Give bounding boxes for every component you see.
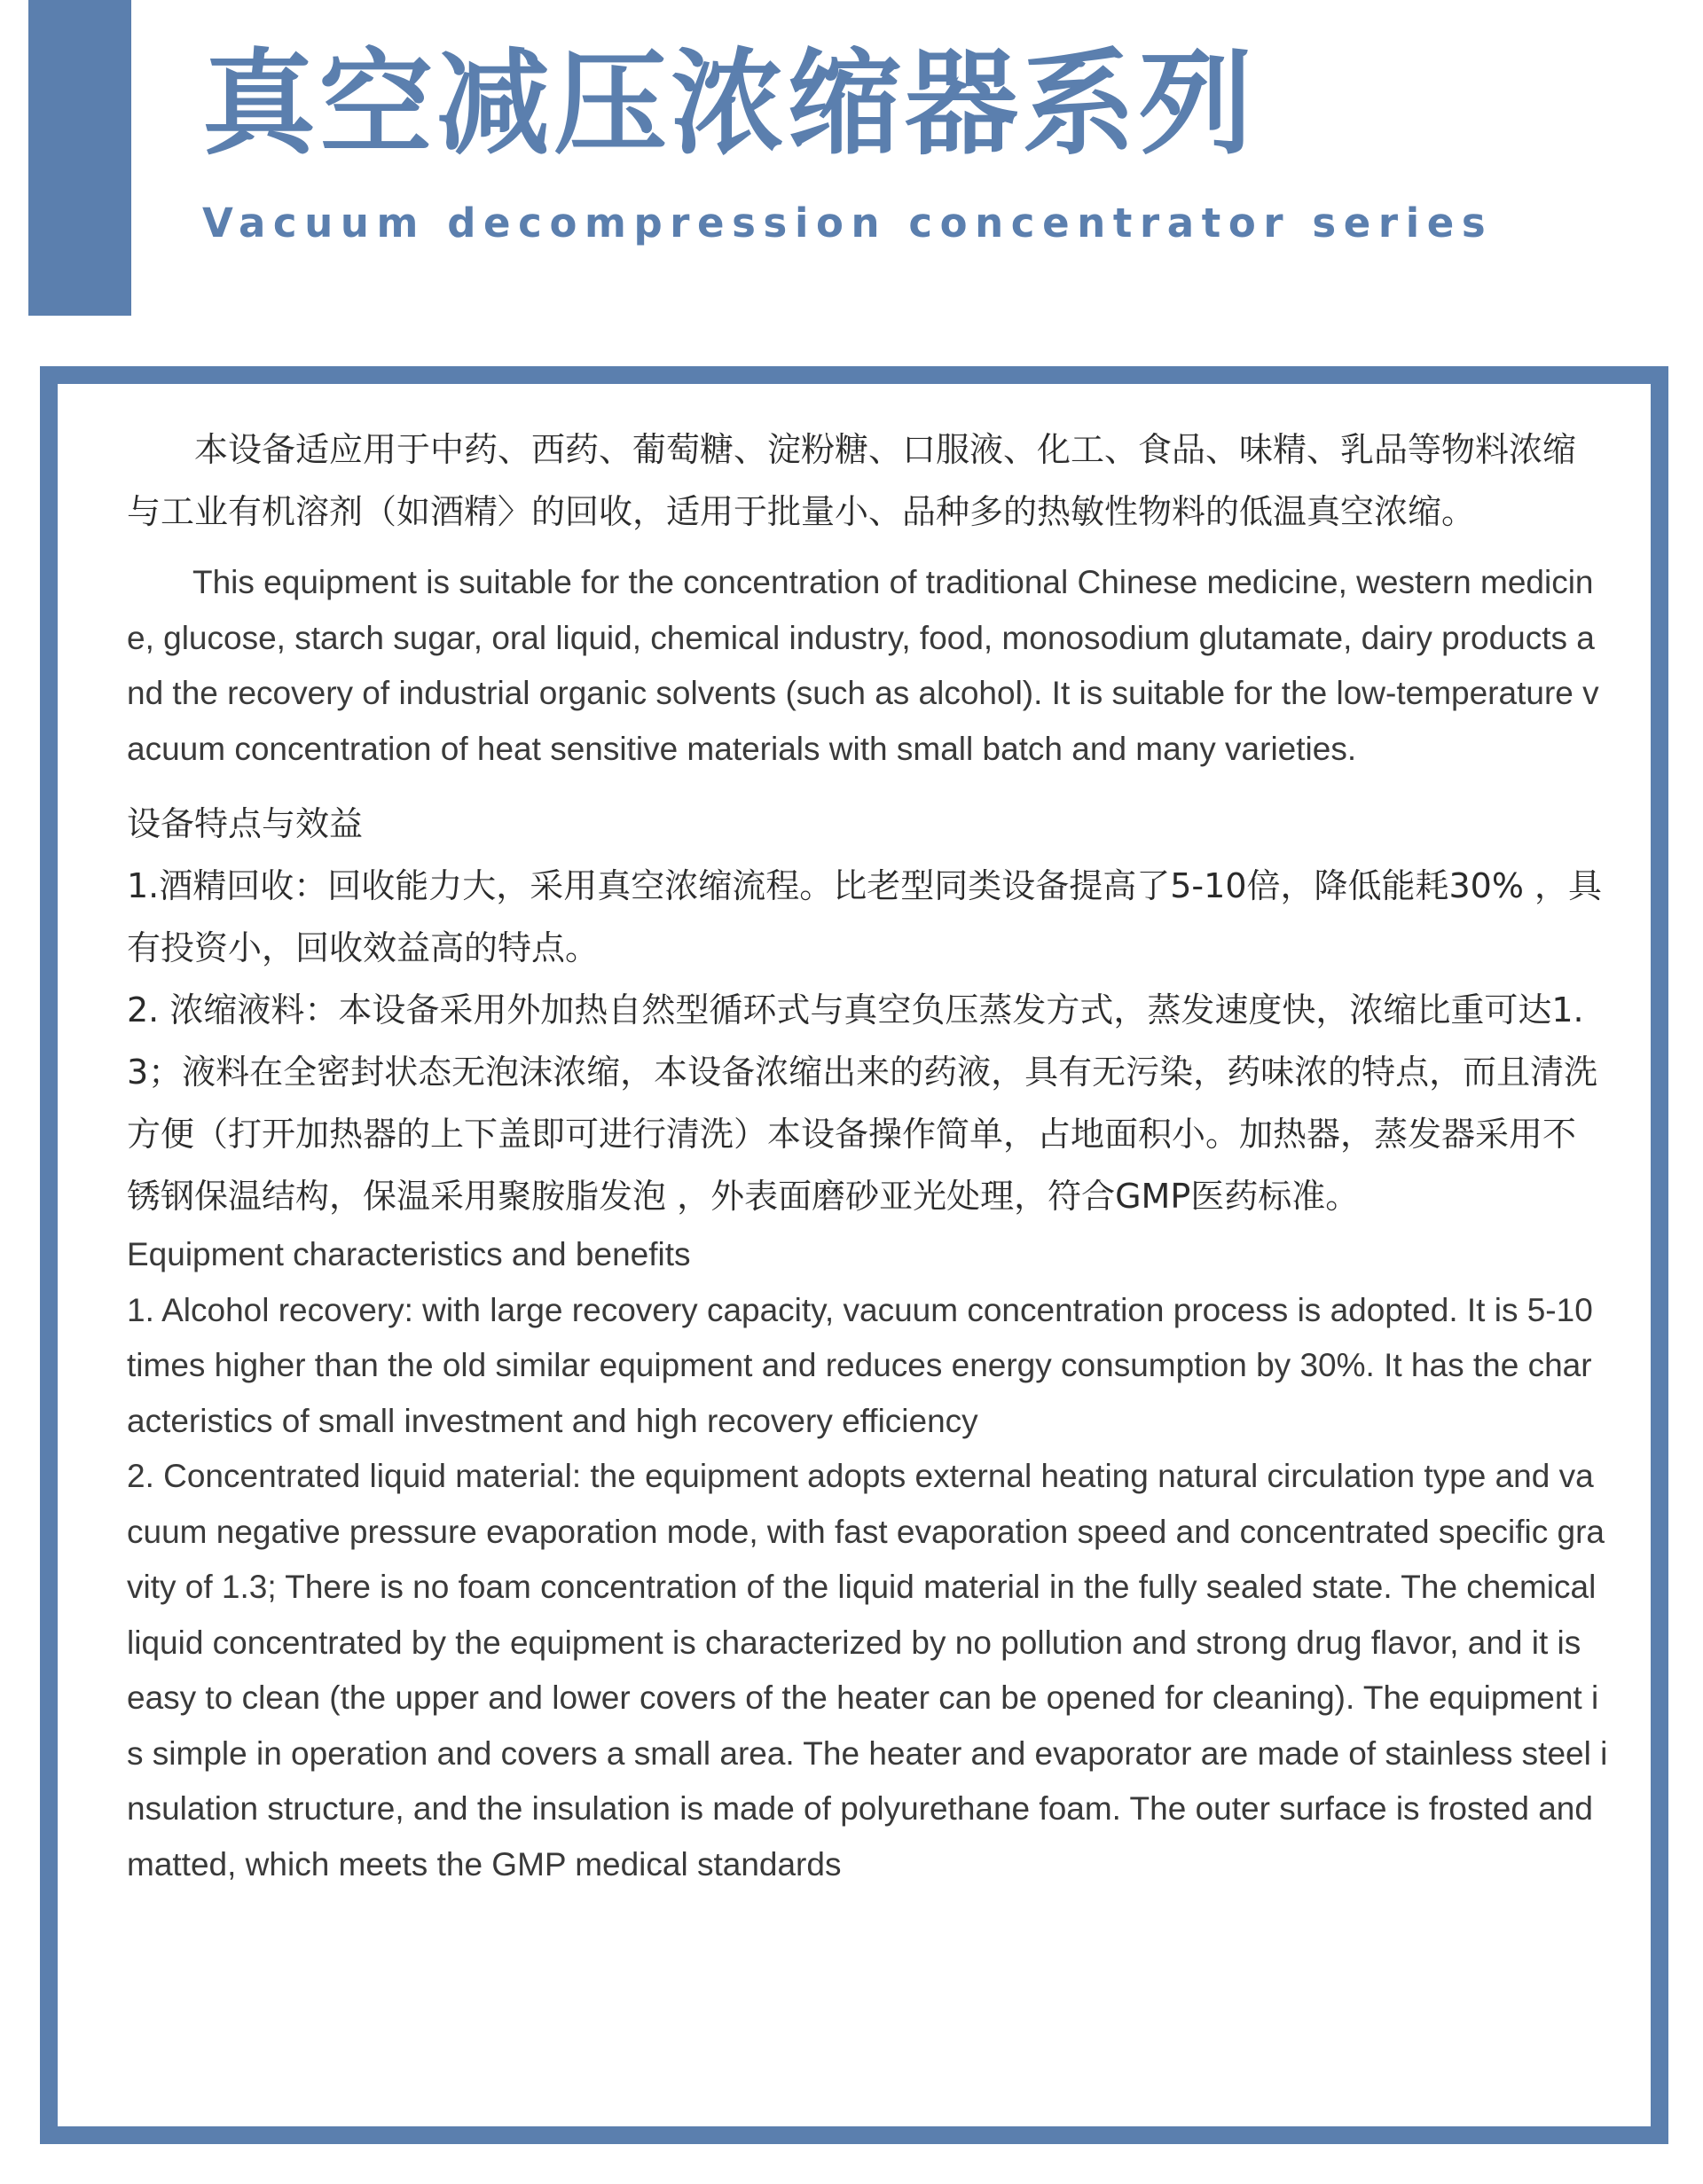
intro-paragraph-en: This equipment is suitable for the concentration of traditional Chinese medicine, western medicine, glucose, starch sugar, oral liquid, chemical industry, food, monosodium glutamate, dairy products and the recovery of industrial organic solvents (such as alcohol). It is suitable for the low-temperature vacuum concentration of heat sensitive materials with small batch and many varieties.: [127, 564, 1599, 767]
feature-item-1-en: 1. Alcohol recovery: with large recovery capacity, vacuum concentration process is adopted. It is 5-10 times higher than the old similar equipment and reduces energy consumption by 30%. It has the characteristics of small investment and high recovery efficiency: [127, 1291, 1593, 1439]
header-accent-bar: [28, 0, 131, 316]
page-title-zh: 真空减压浓缩器系列: [202, 38, 1257, 170]
feature-item-1-zh: 1.酒精回收：回收能力大，采用真空浓缩流程。比老型同类设备提高了5-10倍，降低能耗30% ，具有投资小，回收效益高的特点。: [127, 866, 1603, 967]
features-heading-en: Equipment characteristics and benefits: [127, 1236, 691, 1272]
page-title-en: Vacuum decompression concentrator series: [202, 200, 1494, 247]
intro-paragraph-zh: 本设备适应用于中药、西药、葡萄糖、淀粉糖、口服液、化工、食品、味精、乳品等物料浓缩与工业有机溶剂（如酒精〉的回收，适用于批量小、品种多的热敏性物料的低温真空浓缩。: [127, 430, 1577, 531]
content-body: [127, 419, 1608, 1892]
feature-item-2-zh: 2. 浓缩液料：本设备采用外加热自然型循环式与真空负压蒸发方式，蒸发速度快，浓缩比重可达1.3；液料在全密封状态无泡沫浓缩，本设备浓缩出来的药液，具有无污染，药味浓的特点，而且清洗方便（打开加热器的上下盖即可进行清洗）本设备操作简单，占地面积小。加热器，蒸发器采用不锈钢保温结构，保温采用聚胺脂发泡 ，外表面磨砂亚光处理，符合GMP医药标准。: [127, 990, 1598, 1216]
features-heading-zh: 设备特点与效益: [127, 804, 364, 843]
feature-item-2-en: 2. Concentrated liquid material: the equipment adopts external heating natural circulation type and vacuum negative pressure evaporation mode, with fast evaporation speed and concentrated specific gravity of 1.3; There is no foam concentration of the liquid material in the fully sealed state. The chemical liquid concentrated by the equipment is characterized by no pollution and strong drug flavor, and it is easy to clean (the upper and lower covers of the heater can be opened for cleaning). The equipment is simple in operation and covers a small area. The heater and evaporator are made of stainless steel insulation structure, and the insulation is made of polyurethane foam. The outer surface is frosted and matted, which meets the GMP medical standards: [127, 1458, 1608, 1883]
